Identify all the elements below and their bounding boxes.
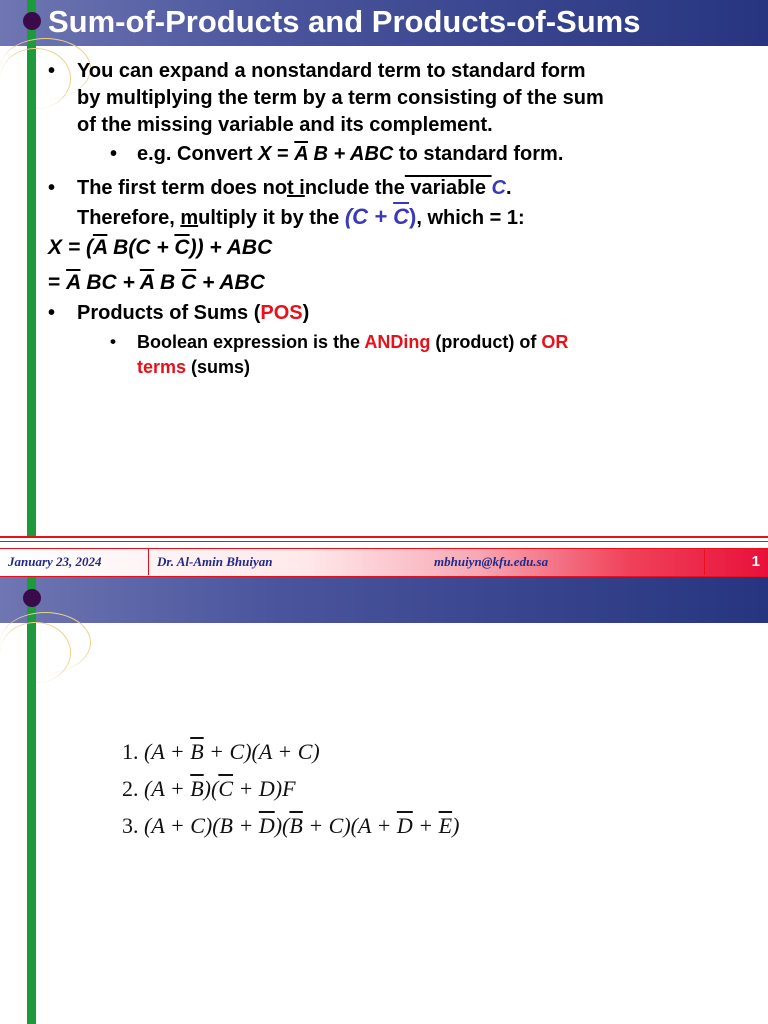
bullet1-line2: by multiplying the term by a term consisting of the sum — [77, 87, 604, 109]
footer-author: Dr. Al-Amin Bhuiyan — [157, 554, 273, 569]
pos-definition-line1: Boolean expression is the ANDing (product) of OR — [137, 332, 569, 352]
bullet-dot-icon — [23, 589, 41, 607]
bullet2-line1: The first term does not include the variable C. — [77, 177, 512, 199]
sub-bullet-example: e.g. Convert $X = \overline{A}$ B + ABC to standard form. — [137, 143, 564, 165]
bullet-icon: • — [48, 60, 56, 82]
equation-line-2: = $\overline{A}$ BC + $\overline{A}$ B $\overline{C}$ + ABC — [48, 271, 265, 294]
footer-email: mbhuiyn@kfu.edu.sa — [434, 554, 549, 569]
bullet-dot-icon — [23, 12, 41, 30]
pos-heading: Products of Sums (POS) — [77, 302, 310, 324]
decorative-swirl — [0, 622, 71, 683]
expression-3: 3. $(A + C)(B + \overline{D})(\overline{B} + C)(A + \overline{D} + \overline{E})$ — [122, 813, 460, 838]
footer-separator — [704, 548, 705, 575]
sub-bullet-icon: • — [110, 332, 116, 351]
footer-divider — [0, 536, 768, 538]
footer-date: January 23, 2024 — [0, 548, 149, 575]
page-number: 1 — [751, 553, 760, 570]
bullet1-line1: You can expand a nonstandard term to standard form — [77, 60, 586, 82]
footer-divider — [0, 541, 768, 542]
title-banner — [0, 577, 768, 623]
equation-line-1: $X = (\overline{A}$ $B(C + \overline{C})$) + ABC — [48, 236, 273, 259]
decorative-swirl — [0, 48, 71, 109]
pos-definition-line2: terms (sums) — [137, 357, 251, 377]
bullet1-line3: of the missing variable and its complement. — [77, 114, 493, 136]
slide-title: Sum-of-Products and Products-of-Sums — [48, 4, 641, 39]
expression-1: 1. $(A + \overline{B} + C)(A + C)$ — [122, 739, 320, 764]
expression-2: 2. $(A + \overline{B})(\overline{C} + D)F$ — [122, 776, 296, 801]
sub-bullet-icon: • — [110, 143, 118, 165]
bullet-icon: • — [48, 302, 56, 324]
bullet2-line2: Therefore, multiply it by the $(C + \overline{C})$, which = 1: — [77, 204, 525, 229]
bullet-icon: • — [48, 177, 56, 199]
